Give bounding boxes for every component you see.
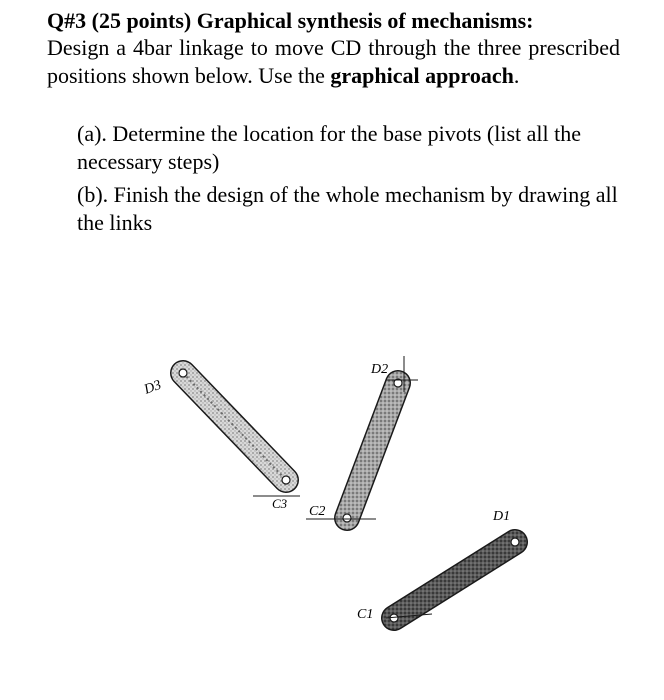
link-position-3: [179, 369, 300, 496]
pivot-c3: [282, 476, 290, 484]
intro-text: Design a 4bar linkage to move CD through the three prescribed positions shown below. Use the: [47, 35, 620, 88]
question-title: Q#3 (25 points) Graphical synthesis of mechanisms:: [47, 8, 534, 33]
label-c3: C3: [272, 496, 288, 511]
pivot-d1: [511, 538, 519, 546]
intro-text-end: .: [513, 63, 520, 88]
link-position-1: [386, 538, 519, 622]
intro-bold-text: graphical approach: [330, 63, 514, 88]
pivot-d3: [179, 369, 187, 377]
part-b-text: (b). Finish the design of the whole mechanism by drawing all the links: [77, 182, 618, 235]
label-d3: D3: [142, 377, 164, 398]
link-position-2: [306, 356, 418, 522]
pivot-c2: [343, 514, 351, 522]
label-c1: C1: [357, 607, 374, 622]
part-a-text: (a). Determine the location for the base pivots (list all the necessary steps): [77, 121, 582, 174]
label-d1: D1: [493, 509, 511, 524]
label-c2: C2: [309, 504, 326, 519]
label-d2: D2: [371, 362, 389, 377]
